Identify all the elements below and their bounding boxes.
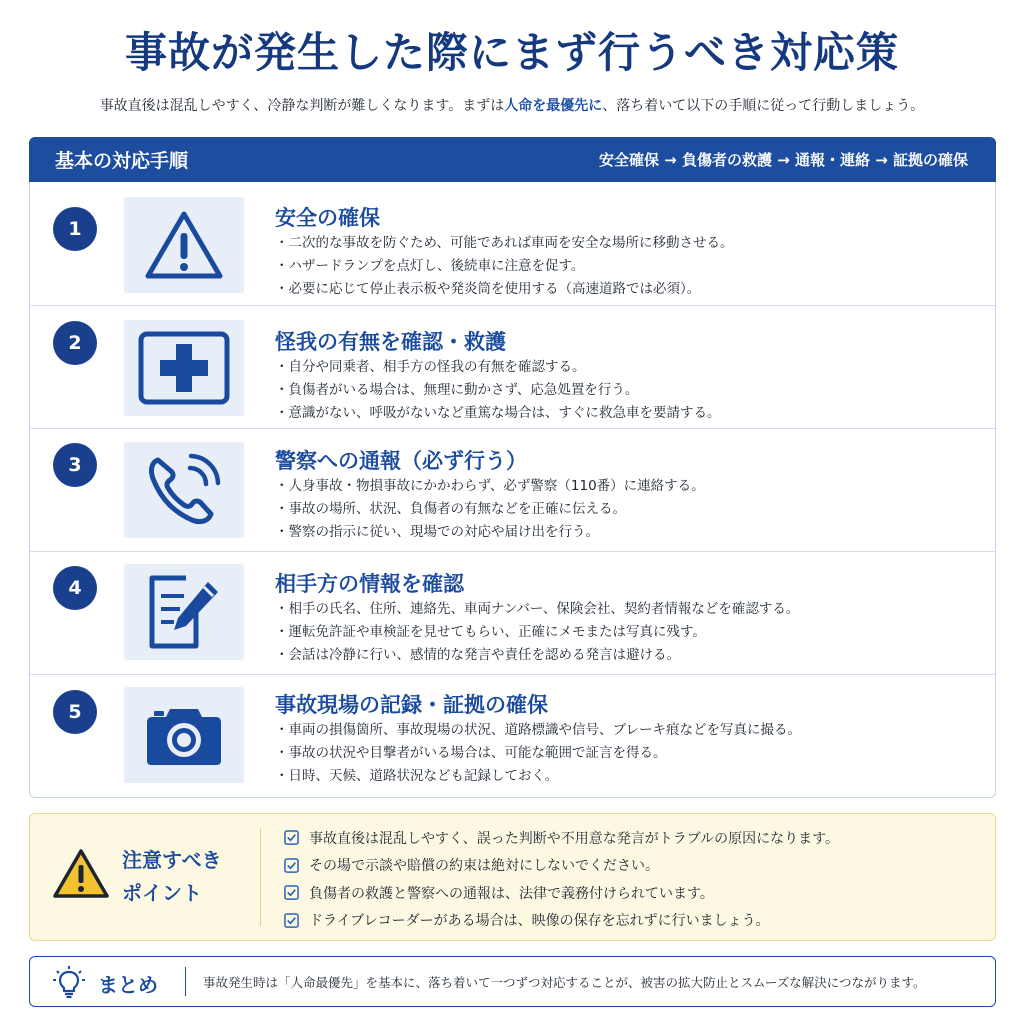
step-bullets	[275, 356, 721, 425]
caution-box	[29, 813, 996, 941]
step-number: 2	[53, 321, 97, 365]
caution-item	[284, 824, 839, 852]
step-icon-box	[124, 320, 244, 416]
step-bullet: ・ 会話は冷静に行い、感情的な発言や責任を認める発言は避ける。	[275, 644, 799, 667]
step-bullet: ・ 自分や同乗者、相手方の怪我の有無を確認する。	[275, 356, 721, 379]
step-number: 5	[53, 690, 97, 734]
step-bullet: ・ 二次的な事故を防ぐため、可能であれば車両を安全な場所に移動させる。	[275, 232, 733, 255]
checkbox-checked-icon	[284, 913, 299, 928]
caution-title-line2: ポイント	[122, 881, 202, 905]
step-bullet: ・ 警察の指示に従い、現場での対応や届け出を行う。	[275, 521, 705, 544]
step-bullet: ・ 人身事故・物損事故にかかわらず、必ず警察（110番）に連絡する。	[275, 475, 705, 498]
caution-item-text: 負傷者の救護と警察への通報は、法律で義務付けられています。	[309, 885, 714, 902]
checkbox-checked-icon	[284, 885, 299, 900]
step-bullet: ・ 必要に応じて停止表示板や発炎筒を使用する（高速道路では必須）。	[275, 278, 733, 301]
document-pen-icon	[142, 572, 226, 652]
intro-text	[0, 95, 1024, 115]
step-2	[30, 305, 995, 427]
warning-sign-icon	[52, 848, 110, 900]
step-title: 安全の確保	[275, 206, 380, 230]
caution-title	[122, 844, 252, 910]
checkbox-checked-icon	[284, 858, 299, 873]
step-icon-box	[124, 442, 244, 538]
step-3	[30, 428, 995, 550]
caution-item	[284, 879, 839, 907]
summary-divider	[185, 967, 186, 996]
caution-item-text: 事故直後は混乱しやすく、誤った判断や不用意な発言がトラブルの原因になります。	[309, 830, 840, 847]
step-bullet: ・ 相手の氏名、住所、連絡先、車両ナンバー、保険会社、契約者情報などを確認する。	[275, 598, 799, 621]
intro-before: 事故直後は混乱しやすく、冷静な判断が難しくなります。まずは	[99, 98, 505, 114]
lightbulb-icon	[52, 965, 86, 999]
caution-list	[284, 824, 839, 934]
first-aid-cross-icon	[136, 329, 232, 407]
step-icon-box	[124, 197, 244, 293]
intro-highlight: 人命を最優先に	[504, 98, 603, 114]
caution-item	[284, 852, 839, 880]
step-5	[30, 674, 995, 796]
step-bullet: ・ ハザードランプを点灯し、後続車に注意を促す。	[275, 255, 733, 278]
step-number: 4	[53, 566, 97, 610]
warning-triangle-icon	[144, 209, 224, 281]
step-bullet: ・ 事故の状況や目撃者がいる場合は、可能な範囲で証言を得る。	[275, 742, 801, 765]
step-bullet: ・ 事故の場所、状況、負傷者の有無などを正確に伝える。	[275, 498, 705, 521]
caution-item	[284, 907, 839, 935]
step-number: 1	[53, 207, 97, 251]
procedure-flow: 安全確保 → 負傷者の救護 → 通報・連絡 → 証拠の確保	[598, 151, 968, 169]
step-title: 事故現場の記録・証拠の確保	[275, 693, 548, 717]
step-bullet: ・ 負傷者がいる場合は、無理に動かさず、応急処置を行う。	[275, 379, 721, 402]
caution-divider	[260, 828, 261, 926]
phone-call-icon	[144, 450, 224, 530]
step-title: 相手方の情報を確認	[275, 572, 464, 596]
step-icon-box	[124, 564, 244, 660]
page-title: 事故が発生した際にまず行うべき対応策	[124, 28, 899, 77]
step-title: 警察への通報（必ず行う）	[275, 449, 527, 473]
caution-title-line1: 注意すべき	[122, 848, 222, 872]
step-bullet: ・ 意識がない、呼吸がないなど重篤な場合は、すぐに救急車を要請する。	[275, 402, 721, 425]
step-number: 3	[53, 443, 97, 487]
step-4	[30, 551, 995, 673]
step-bullet: ・ 運転免許証や車検証を見せてもらい、正確にメモまたは写真に残す。	[275, 621, 799, 644]
step-bullet: ・ 車両の損傷箇所、事故現場の状況、道路標識や信号、ブレーキ痕などを写真に撮る。	[275, 719, 801, 742]
step-bullet: ・ 日時、天候、道路状況なども記録しておく。	[275, 765, 801, 788]
steps-panel	[29, 182, 996, 798]
procedure-header-band	[29, 137, 996, 182]
procedure-header-title: 基本の対応手順	[55, 150, 189, 172]
step-1	[30, 182, 995, 304]
summary-text: 事故発生時は「人命最優先」を基本に、落ち着いて一つずつ対応することが、被害の拡大防止とスムーズな解決につながります。	[203, 975, 926, 990]
caution-item-text: ドライブレコーダーがある場合は、映像の保存を忘れずに行いましょう。	[309, 913, 770, 930]
step-title: 怪我の有無を確認・救護	[275, 330, 506, 354]
intro-after: 、落ち着いて以下の手順に従って行動しましょう。	[602, 98, 925, 114]
step-icon-box	[124, 687, 244, 783]
step-bullets	[275, 598, 799, 667]
camera-icon	[144, 703, 224, 767]
step-bullets	[275, 719, 801, 788]
summary-box	[29, 956, 996, 1007]
caution-item-text: その場で示談や賠償の約束は絶対にしないでください。	[309, 858, 659, 875]
summary-title: まとめ	[98, 973, 158, 997]
checkbox-checked-icon	[284, 830, 299, 845]
step-bullets	[275, 232, 733, 301]
step-bullets	[275, 475, 705, 544]
